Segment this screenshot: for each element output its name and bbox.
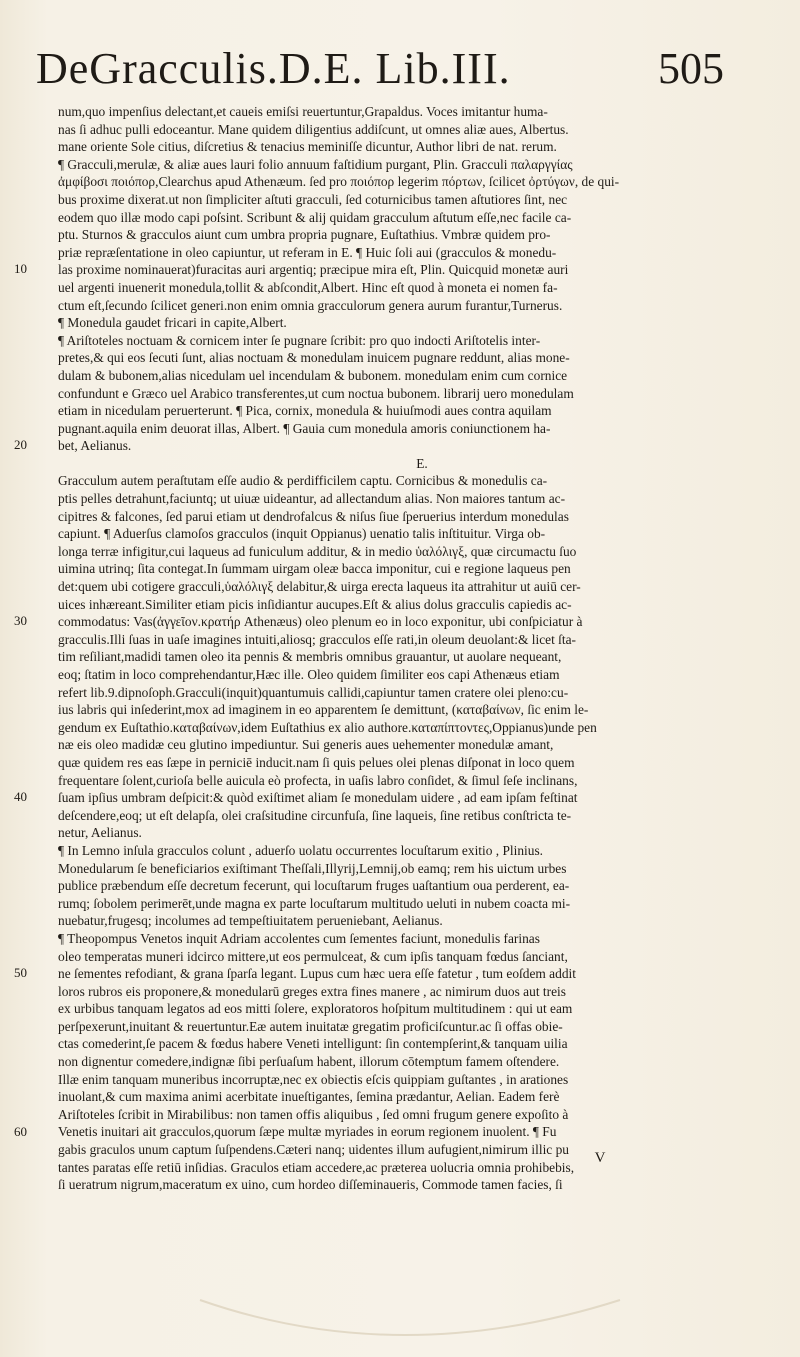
text-line: ex urbibus tanquam legatos ad eos mitti ſolere, exploratoros hoſpitum multitudinem : qui ut eam	[58, 1001, 573, 1017]
text-line: rumq; ſobolem perimerēt,unde magna ex parte locuſtarum multitudo ueluti in nubem coacta mi-	[58, 895, 571, 911]
text-line: ne ſementes refodiant, & grana ſparſa legant. Lupus cum hæc uera eſſe fatetur , tum eoſdem addit	[58, 966, 576, 982]
text-line: eodem quo illæ modo capi poſsint. Scribunt & alij quidam gracculum aſtutum eſſe,nec facile ca-	[58, 209, 572, 225]
text-line: bus proxime dixerat.ut non ſimpliciter aſtuti gracculi, ſed coturnicibus tamen aſtutiores ſint, nec	[58, 191, 568, 207]
signature-mark: V	[594, 1150, 606, 1166]
text-line: frequentare ſolent,curioſa belle auicula eò profecta, in uaſis labro conſidet, & ſimul ſeſe inclinans,	[58, 772, 578, 788]
page-title: DeGracculis.D.E. Lib.III.	[36, 44, 511, 93]
text-line: ptu. Sturnos & gracculos aiunt cum umbra propria pugnare, Euſtathius. Vmbræ quidem pro-	[58, 227, 551, 243]
text-line: mane oriente Sole citius, diſcretius & tenacius meminiſſe dicuntur, Author libri de nat. rerum.	[58, 139, 557, 155]
text-line: ſi ueratrum nigrum,maceratum ex uino, cum hordeo diſſeminaueris, Commode tamen facies, ſi	[58, 1177, 563, 1193]
text-line: gracculis.Illi ſuas in uaſe imagines intuiti,aliosq; gracculos eſſe rati,in oleum deuolant:& licet ſta-	[58, 631, 576, 647]
text-line: quæ quidem res eas ſæpe in perniciē inducit.nam ſi quis pelues olei plenas diſponat in loco quem	[58, 754, 575, 770]
margin-line-number: 40	[14, 789, 27, 805]
margin-line-number: 60	[14, 1123, 27, 1139]
text-line: capiunt. ¶ Aduerſus clamoſos gracculos (inquit Oppianus) uenatio talis inſtituitur. Virga ob-	[58, 526, 546, 542]
text-line: pugnant.aquila enim deuorat illas, Albert. ¶ Gauia cum monedula amoris coniunctionem ha-	[58, 420, 551, 436]
margin-line-number: 10	[14, 261, 27, 277]
text-line: Monedularum ſe beneficiarios exiſtimant Theſſali,Illyrij,Lemnij,ob eamq; rem his uictum urbes	[58, 860, 567, 876]
text-line: uel argenti inuenerit monedula,tollit & abſcondit,Albert. Hinc eſt quod à moneta ei nomen fa-	[58, 279, 558, 295]
text-line: etiam in nicedulam peruerterunt. ¶ Pica, cornix, monedula & huiuſmodi aues contra aquilam	[58, 403, 552, 419]
running-head	[22, 40, 782, 98]
text-line: bet, Aelianus.	[58, 438, 132, 454]
text-line: tantes paratas eſſe retiū inſidias. Graculos etiam accedere,ac præterea uolucria omnia prohibebis,	[58, 1159, 575, 1175]
text-line: non dignentur comedere,indignæ ſibi perſuaſum habent, illorum cōtemptum famem oſtendere.	[58, 1054, 560, 1070]
text-line: ¶ Gracculi,merulæ, & aliæ aues lauri folio annuum faſtidium purgant, Plin. Gracculi παλαργγίας	[58, 156, 573, 172]
text-line: Ariſtoteles ſcribit in Mirabilibus: non tamen offis aliquibus , ſed omni frugum genere expoſito à	[58, 1106, 569, 1122]
text-line: eoq; ſtatim in loco comprehendantur,Hæc ille. Oleo quidem ſimiliter eos capi Athenæus etiam	[58, 667, 560, 682]
text-line: Illæ enim tanquam muneribus incorruptæ,nec ex obiectis eſcis quippiam guſtantes , in arationes	[58, 1071, 569, 1087]
text-line: gendum ex Euſtathio.καταβαίνων,idem Euſtathius ex alio authore.καταπίπτοντες,Oppianus)unde pen	[58, 719, 597, 735]
text-line: perſpexerunt,inuitant & reuertuntur.Eæ autem inuitatæ gregatim proficiſcuntur.ac ſi offas obie-	[58, 1018, 563, 1034]
text-line: confundunt e Græco uel Arabico transferentes,ut cum noctua bubonem. librarij uero monedulam	[58, 385, 574, 401]
text-line: las proxime nominauerat)furacitas auri argentiq; præcipue mira eſt, Plin. Quicquid monetæ auri	[58, 262, 569, 278]
text-line: refert lib.9.dipnoſoph.Gracculi(inquit)quantumuis callidi,capiuntur tamen cratere olei pleno:cu-	[58, 684, 569, 700]
text-line: priæ repræſentatione in oleo capiuntur, ut referam in E. ¶ Huic ſoli aui (gracculos & monedu-	[58, 244, 557, 260]
text-line: deſcendere,eoq; ut eſt delapſa, olei craſsitudine circunfuſa, ſine laqueis, ſine retibus conſtricta te-	[58, 807, 572, 823]
text-line: ptis pelles detrahunt,faciuntq; ut uiuæ uideantur, ad allectandum alias. Non maiores tantum ac-	[58, 491, 566, 507]
text-line: gabis graculos unum captum ſuſpendens.Cæteri nanq; uidentes illum aufugient,nimirum illic pu	[58, 1142, 569, 1158]
text-line: ſuam ipſius umbram deſpicit:& quòd exiſtimet aliam ſe monedulam uidere , ad eam ipſam feſtinat	[58, 790, 578, 806]
text-line: det:quem ubi cotigere gracculi,ὑαλόλιγξ delabitur,& uirga erecta laqueus ita attrahitur ut auiū cer-	[58, 579, 581, 595]
text-line: oleo temperatas muneri idcirco mittere,ut eos permulceat, & cum ipſis tanquam fœdus ſanciant,	[58, 948, 568, 964]
text-line: pretes,& qui eos ſecuti ſunt, alias noctuam & monedulam inuicem pugnare reddunt, alias mone-	[58, 350, 570, 366]
text-line: tim reſiliant,madidi tamen oleo ita pennis & membris omnibus grauantur, ut auolare nequeant,	[58, 649, 562, 665]
text-line: publice præbendum eſſe decretum fecerunt, qui locuſtarum fruges uaſtantium oua perderent, ea-	[58, 878, 570, 894]
text-line: ¶ Ariſtoteles noctuam & cornicem inter ſe pugnare ſcribit: pro quo indocti Ariſtotelis inter-	[58, 332, 541, 348]
text-line: Gracculum autem peraſtutam eſſe audio & perdifficilem captu. Cornicibus & monedulis ca-	[58, 473, 548, 489]
text-line: commodatus: Vas(ἀγγεῖον.κρατήρ Athenæus) oleo plenum eo in loco exponitur, ubi conſpiciatur à	[58, 614, 583, 630]
text-line: ἀμφίβοσι ποιόπορ,Clearchus apud Athenæum. ſed pro ποιόπορ legerim πόρτων, ſcilicet ὀρτύγων, de qui-	[58, 174, 620, 190]
text-line: næ eis oleo madidæ ceu glutino impediuntur. Sui generis aues uehementer monedulæ amant,	[58, 737, 554, 753]
text-line: ius labris qui inſederint,mox ad imaginem in eo apparentem ſe demittunt, (καταβαίνων, ſic enim le-	[58, 702, 589, 718]
text-line: Venetis inuitari ait gracculos,quorum ſæpe multæ myriades in eorum regionem inuolent. ¶ Fu	[58, 1124, 557, 1140]
text-line: cipitres & falcones, ſed parui etiam ut dendrofalcus & niſus ſiue ſperuerius interdum monedulas	[58, 508, 569, 524]
margin-line-number: 20	[14, 437, 27, 453]
section-heading: E.	[416, 455, 428, 471]
text-line: longa terræ infigitur,cui laqueus ad funiculum additur, & in medio ὑαλόλιγξ, quæ circumactu ſuo	[58, 543, 577, 559]
text-line: ¶ Theopompus Venetos inquit Adriam accolentes cum ſementes faciunt, monedulis farinas	[58, 930, 540, 946]
text-line: ctum eſt,ſecundo ſcilicet generi.non enim omnia gracculorum genera aurum furantur,Turnerus.	[58, 297, 563, 313]
page-number: 505	[658, 44, 724, 93]
text-line: nas ſi adhuc pulli edoceantur. Mane quidem diligentius addiſcunt, ut omnes aliæ aues, Albertus.	[58, 121, 569, 137]
margin-line-number: 30	[14, 613, 27, 629]
body-text	[58, 103, 786, 1194]
text-line: nuebatur,frugesq; incolumes ad tempeſtiuitatem perueniebant, Aelianus.	[58, 913, 443, 929]
text-line: dulam & bubonem,alias nicedulam uel incendulam & bubonem. monedulam enim cum cornice	[58, 367, 568, 383]
text-line: ¶ Monedula gaudet fricari in capite,Albert.	[58, 315, 287, 331]
text-line: uices inhæreant.Similiter etiam picis inſidiantur aucupes.Eſt & alius dolus gracculis capiedis ac-	[58, 596, 572, 612]
text-line: netur, Aelianus.	[58, 825, 142, 841]
margin-line-number: 50	[14, 965, 27, 981]
text-line: inuolant,& cum maxima animi acerbitate inueſtigantes, ſemina prædantur, Aelian. Eadem ferè	[58, 1089, 560, 1105]
text-line: num,quo impenſius delectant,et caueis emiſsi reuertuntur,Grapaldus. Voces imitantur huma-	[58, 104, 548, 119]
text-line: uimina utrinq; ſita contegat.In ſummam uirgam oleæ bacca imponitur, cui e regione laqueus pen	[58, 561, 571, 577]
text-line: ¶ In Lemno inſula gracculos colunt , aduerſo uolatu occurrentes locuſtarum exitio , Plinius.	[58, 842, 544, 858]
text-line: ctas comederint,ſe pacem & fœdus habere Veneti intelligunt: ſin contempſerint,& tanquam uilia	[58, 1036, 568, 1052]
text-line: loros rubros eis proponere,& monedularū greges extra fines manere , ac nimirum duos aut treis	[58, 983, 566, 999]
